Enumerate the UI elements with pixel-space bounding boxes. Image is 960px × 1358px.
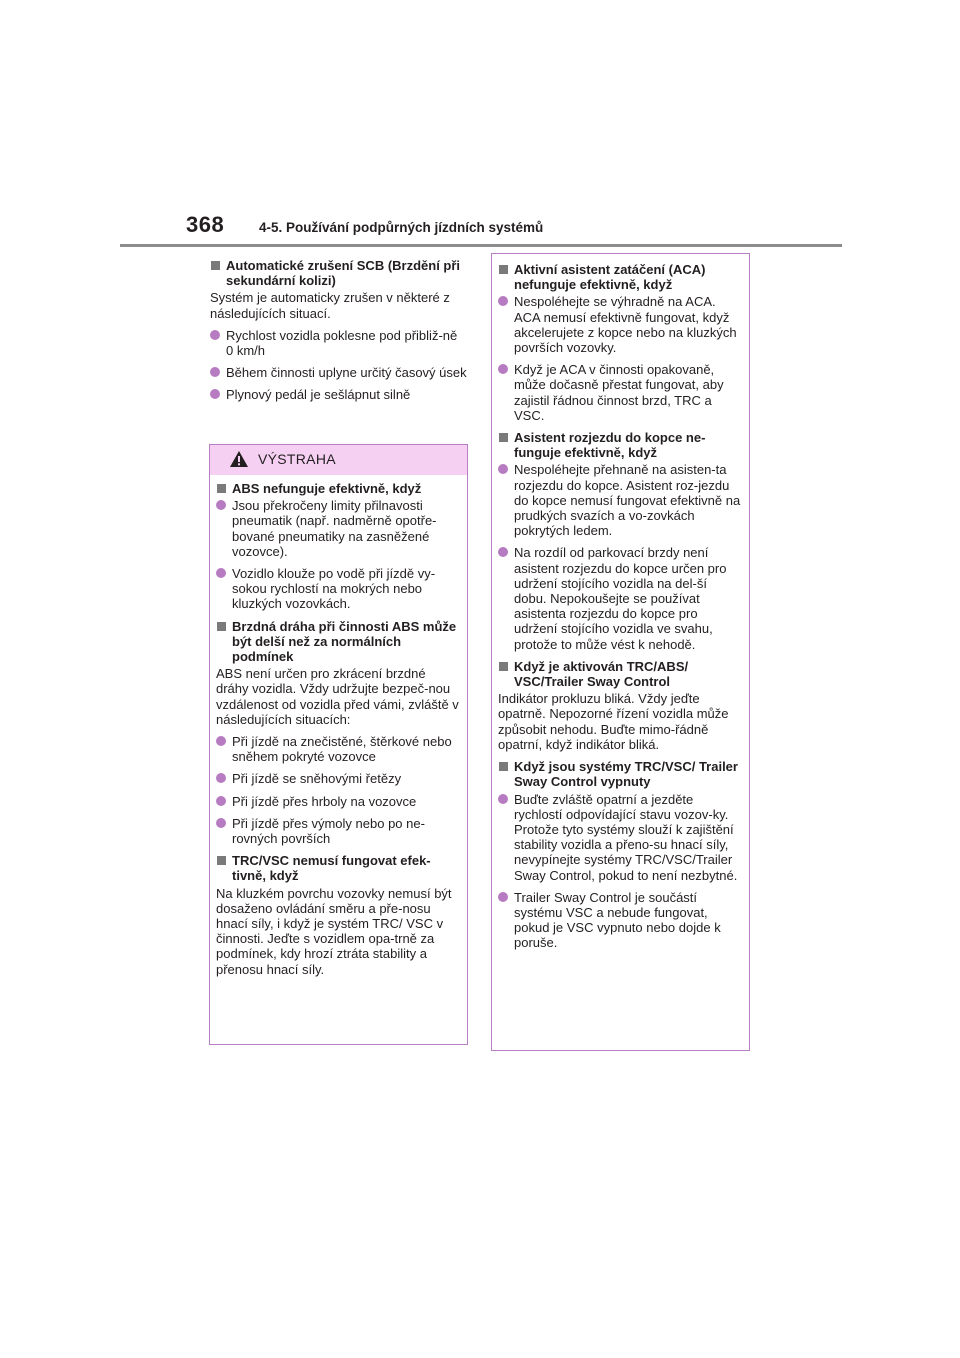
bullet-dot-icon	[498, 464, 508, 474]
warning-box	[209, 444, 468, 1045]
list-item	[216, 794, 461, 809]
bullet-dot-icon	[498, 296, 508, 306]
warning-header	[210, 445, 467, 475]
braking-heading	[216, 619, 461, 665]
left-column	[210, 258, 468, 410]
list-item-text: Při jízdě přes výmoly nebo po ne-rovných površích	[232, 815, 425, 847]
list-item	[216, 771, 461, 786]
list-item	[210, 387, 468, 402]
hill-heading-text: Asistent rozjezdu do kopce ne-funguje efektivně, když	[514, 430, 706, 461]
list-item-text: Když je ACA v činnosti opakovaně, může dočasně přestat fungovat, aby zajistil řádnou činnost brzd, TRC a VSC.	[514, 362, 724, 423]
list-item	[216, 498, 461, 559]
list-item	[216, 734, 461, 764]
square-bullet-icon	[217, 856, 226, 865]
right-body	[492, 254, 749, 951]
list-item-text: Na rozdíl od parkovací brzdy není asistent rozjezdu do kopce určen pro udržení stojícího vozidla na del-ší dobu. Nepokoušejte se používat asistenta rozjezdu do kopce pro udržení stojícího vozidla ve svahu, protože to může vést k nehodě.	[514, 545, 727, 652]
list-item	[498, 545, 743, 651]
list-item-text: Nespoléhejte přehnaně na asisten-ta rozjezdu do kopce. Asistent roz-jezdu do kopce nemusí fungovat efektivně na prudkých svazích a vo-zovkách pokrytých ledem.	[514, 462, 741, 539]
list-item-text: Během činnosti uplyne určitý časový úsek	[226, 365, 467, 381]
bullet-dot-icon	[216, 796, 226, 806]
square-bullet-icon	[499, 762, 508, 771]
list-item-text: Při jízdě přes hrboly na vozovce	[232, 793, 417, 809]
warning-triangle-icon	[230, 451, 248, 467]
braking-heading-text: Brzdná dráha při činnosti ABS může být delší než za normálních podmínek	[232, 618, 457, 665]
bullet-dot-icon	[216, 818, 226, 828]
bullet-dot-icon	[498, 364, 508, 374]
list-item	[216, 816, 461, 846]
right-warning-box	[491, 253, 750, 1051]
hill-heading	[498, 430, 743, 460]
bullet-dot-icon	[216, 568, 226, 578]
page-number: 368	[186, 212, 225, 237]
off-heading-text: Když jsou systémy TRC/VSC/ Trailer Sway Control vypnuty	[514, 759, 738, 790]
off-heading	[498, 759, 743, 789]
square-bullet-icon	[499, 265, 508, 274]
scb-heading-text: Automatické zrušení SCB (Brzdění při sekundární kolizi)	[226, 258, 461, 289]
list-item-text: Vozidlo klouže po vodě při jízdě vy-sokou rychlostí na mokrých nebo kluzkých vozovkách.	[232, 566, 436, 612]
trc-heading-text: TRC/VSC nemusí fungovat efek-tivně, když	[232, 853, 431, 884]
square-bullet-icon	[499, 662, 508, 671]
square-bullet-icon	[499, 433, 508, 442]
bullet-dot-icon	[216, 773, 226, 783]
bullet-dot-icon	[210, 330, 220, 340]
square-bullet-icon	[211, 261, 220, 270]
activated-heading	[498, 659, 743, 689]
list-item	[498, 294, 743, 355]
aca-heading	[498, 262, 743, 292]
list-item	[210, 328, 468, 358]
list-item	[216, 566, 461, 612]
section-title: 4-5. Používání podpůrných jízdních systémů	[259, 220, 544, 235]
list-item-text: Trailer Sway Control je součástí systému VSC a nebude fungovat, pokud je VSC vypnuto nebo dojde k poruše.	[514, 889, 721, 951]
list-item	[498, 792, 743, 883]
list-item-text: Buďte zvláště opatrní a jezděte rychlostí odpovídající stavu vozov-ky. Protože tyto systémy slouží k zajištění stability vozidla a přeno-su hnací síly, nevypínejte systémy TRC/VSC/Trailer Sway Control, pokud to není nezbytné.	[514, 791, 738, 883]
abs-heading	[216, 481, 461, 496]
trc-text: Na kluzkém povrchu vozovky nemusí být dosaženo ovládání směru a pře-nosu hnací síly, i když je systém TRC/ VSC v činnosti. Jeďte s vozidlem opa-trně za podmínek, kdy hrozí ztráta stability a přenosu hnací síly.	[216, 885, 452, 977]
warning-body	[210, 475, 467, 977]
list-item	[210, 365, 468, 380]
bullet-dot-icon	[210, 367, 220, 377]
list-item-text: Rychlost vozidla poklesne pod přibliž-ně 0 km/h	[226, 327, 458, 359]
scb-intro: Systém je automaticky zrušen v některé z následujících situací.	[210, 290, 450, 321]
bullet-dot-icon	[216, 500, 226, 510]
list-item-text: Při jízdě se sněhovými řetězy	[232, 771, 402, 787]
activated-text: Indikátor prokluzu bliká. Vždy jeďte opatrně. Nepozorné řízení vozidla může způsobit nehodu. Buďte mimo-řádně opatrní, když indikátor bliká.	[498, 691, 729, 752]
bullet-dot-icon	[216, 736, 226, 746]
abs-heading-text: ABS nefunguje efektivně, když	[232, 481, 422, 496]
aca-heading-text: Aktivní asistent zatáčení (ACA) nefunguje efektivně, když	[514, 262, 706, 293]
warning-title: VÝSTRAHA	[258, 451, 336, 467]
scb-heading	[210, 258, 468, 288]
list-item-text: Při jízdě na znečistěné, štěrkové nebo sněhem pokryté vozovce	[232, 734, 452, 765]
bullet-dot-icon	[498, 794, 508, 804]
activated-heading-text: Když je aktivován TRC/ABS/ VSC/Trailer Sway Control	[514, 658, 689, 690]
list-item-text: Nespoléhejte se výhradně na ACA. ACA nemusí efektivně fungovat, když akcelerujete z kopce nebo na kluzkých površích vozovky.	[514, 294, 737, 356]
square-bullet-icon	[217, 622, 226, 631]
bullet-dot-icon	[210, 389, 220, 399]
list-item-text: Plynový pedál je sešlápnut silně	[226, 387, 411, 403]
list-item	[498, 462, 743, 538]
list-item-text: Jsou překročeny limity přilnavosti pneumatik (např. nadměrně opotře-bované pneumatiky na zasněžené vozovce).	[232, 498, 437, 559]
square-bullet-icon	[217, 484, 226, 493]
bullet-dot-icon	[498, 547, 508, 557]
list-item	[498, 890, 743, 951]
header-divider	[120, 244, 842, 247]
trc-heading	[216, 853, 461, 883]
braking-text: ABS není určen pro zkrácení brzdné dráhy vozidla. Vždy udržujte bezpeč-nou vzdálenost od vozidla před vámi, zvláště v následujících situacích:	[216, 666, 459, 727]
bullet-dot-icon	[498, 892, 508, 902]
list-item	[498, 362, 743, 423]
